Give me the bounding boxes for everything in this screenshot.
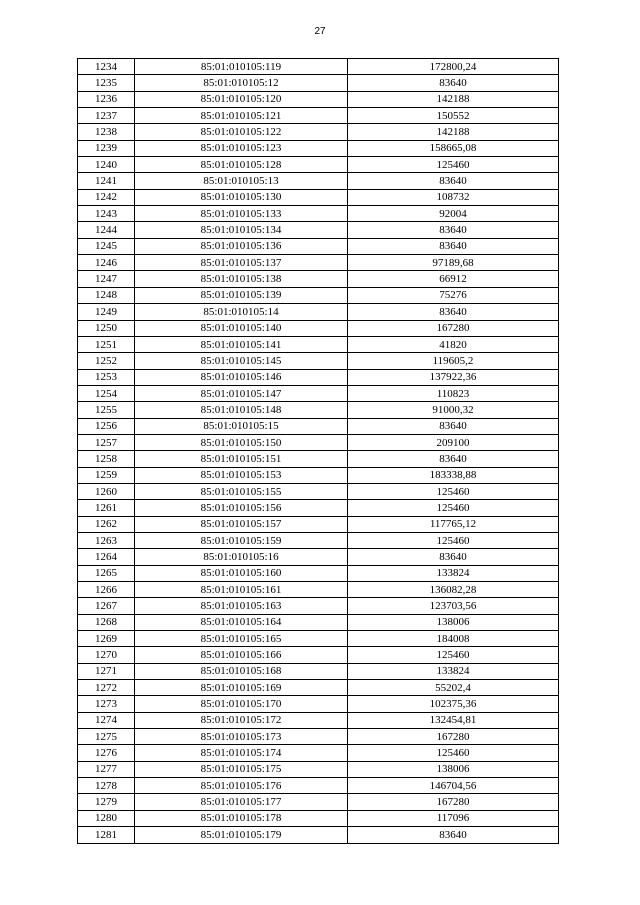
- value-cell: 209100: [348, 434, 559, 450]
- row-number-cell: 1253: [78, 369, 135, 385]
- table-row: [78, 320, 559, 336]
- row-number-cell: 1243: [78, 206, 135, 222]
- value-cell: 102375,36: [348, 696, 559, 712]
- cadastral-number-cell: 85:01:010105:155: [135, 483, 348, 499]
- value-cell: 133824: [348, 565, 559, 581]
- table-row: [78, 238, 559, 254]
- table-row: [78, 451, 559, 467]
- cadastral-number-cell: 85:01:010105:140: [135, 320, 348, 336]
- table-row: [78, 75, 559, 91]
- row-number-cell: 1261: [78, 500, 135, 516]
- cadastral-number-cell: 85:01:010105:161: [135, 582, 348, 598]
- value-cell: 83640: [348, 75, 559, 91]
- cadastral-number-cell: 85:01:010105:136: [135, 238, 348, 254]
- row-number-cell: 1266: [78, 582, 135, 598]
- row-number-cell: 1264: [78, 549, 135, 565]
- cadastral-number-cell: 85:01:010105:153: [135, 467, 348, 483]
- value-cell: 83640: [348, 222, 559, 238]
- row-number-cell: 1274: [78, 712, 135, 728]
- table-row: [78, 614, 559, 630]
- value-cell: 125460: [348, 647, 559, 663]
- cadastral-number-cell: 85:01:010105:176: [135, 778, 348, 794]
- value-cell: 133824: [348, 663, 559, 679]
- value-cell: 83640: [348, 304, 559, 320]
- table-row: [78, 712, 559, 728]
- row-number-cell: 1281: [78, 827, 135, 843]
- row-number-cell: 1263: [78, 532, 135, 548]
- table-row: [78, 467, 559, 483]
- cadastral-number-cell: 85:01:010105:13: [135, 173, 348, 189]
- cadastral-number-cell: 85:01:010105:164: [135, 614, 348, 630]
- row-number-cell: 1257: [78, 434, 135, 450]
- row-number-cell: 1248: [78, 287, 135, 303]
- value-cell: 97189,68: [348, 255, 559, 271]
- cadastral-number-cell: 85:01:010105:157: [135, 516, 348, 532]
- row-number-cell: 1259: [78, 467, 135, 483]
- table-row: [78, 598, 559, 614]
- value-cell: 138006: [348, 614, 559, 630]
- table-row: [78, 271, 559, 287]
- table-row: [78, 418, 559, 434]
- value-cell: 142188: [348, 124, 559, 140]
- value-cell: 172800,24: [348, 59, 559, 75]
- row-number-cell: 1250: [78, 320, 135, 336]
- value-cell: 137922,36: [348, 369, 559, 385]
- table-row: [78, 696, 559, 712]
- row-number-cell: 1270: [78, 647, 135, 663]
- row-number-cell: 1254: [78, 385, 135, 401]
- row-number-cell: 1237: [78, 108, 135, 124]
- value-cell: 41820: [348, 336, 559, 352]
- value-cell: 83640: [348, 549, 559, 565]
- table-row: [78, 500, 559, 516]
- row-number-cell: 1260: [78, 483, 135, 499]
- table-row: [78, 304, 559, 320]
- table-row: [78, 761, 559, 777]
- value-cell: 125460: [348, 745, 559, 761]
- table-row: [78, 59, 559, 75]
- cadastral-number-cell: 85:01:010105:128: [135, 157, 348, 173]
- row-number-cell: 1276: [78, 745, 135, 761]
- cadastral-number-cell: 85:01:010105:159: [135, 532, 348, 548]
- row-number-cell: 1267: [78, 598, 135, 614]
- row-number-cell: 1280: [78, 810, 135, 826]
- table-row: [78, 565, 559, 581]
- table-row: [78, 729, 559, 745]
- row-number-cell: 1245: [78, 238, 135, 254]
- row-number-cell: 1236: [78, 91, 135, 107]
- table-row: [78, 353, 559, 369]
- cadastral-number-cell: 85:01:010105:14: [135, 304, 348, 320]
- row-number-cell: 1279: [78, 794, 135, 810]
- value-cell: 110823: [348, 385, 559, 401]
- row-number-cell: 1271: [78, 663, 135, 679]
- row-number-cell: 1249: [78, 304, 135, 320]
- cadastral-number-cell: 85:01:010105:123: [135, 140, 348, 156]
- table-row: [78, 680, 559, 696]
- value-cell: 167280: [348, 320, 559, 336]
- table-row: [78, 385, 559, 401]
- cadastral-number-cell: 85:01:010105:178: [135, 810, 348, 826]
- cadastral-number-cell: 85:01:010105:166: [135, 647, 348, 663]
- table-row: [78, 827, 559, 843]
- cadastral-number-cell: 85:01:010105:173: [135, 729, 348, 745]
- cadastral-number-cell: 85:01:010105:141: [135, 336, 348, 352]
- table-row: [78, 532, 559, 548]
- row-number-cell: 1241: [78, 173, 135, 189]
- cadastral-number-cell: 85:01:010105:121: [135, 108, 348, 124]
- cadastral-number-cell: 85:01:010105:150: [135, 434, 348, 450]
- table-row: [78, 287, 559, 303]
- table-row: [78, 483, 559, 499]
- value-cell: 125460: [348, 532, 559, 548]
- value-cell: 167280: [348, 794, 559, 810]
- cadastral-number-cell: 85:01:010105:177: [135, 794, 348, 810]
- cadastral-number-cell: 85:01:010105:172: [135, 712, 348, 728]
- table-row: [78, 369, 559, 385]
- cadastral-number-cell: 85:01:010105:12: [135, 75, 348, 91]
- cadastral-number-cell: 85:01:010105:130: [135, 189, 348, 205]
- table-row: [78, 206, 559, 222]
- cadastral-number-cell: 85:01:010105:139: [135, 287, 348, 303]
- row-number-cell: 1238: [78, 124, 135, 140]
- table-row: [78, 157, 559, 173]
- cadastral-number-cell: 85:01:010105:165: [135, 631, 348, 647]
- table-row: [78, 124, 559, 140]
- cadastral-number-cell: 85:01:010105:16: [135, 549, 348, 565]
- row-number-cell: 1234: [78, 59, 135, 75]
- row-number-cell: 1247: [78, 271, 135, 287]
- row-number-cell: 1235: [78, 75, 135, 91]
- row-number-cell: 1278: [78, 778, 135, 794]
- value-cell: 117096: [348, 810, 559, 826]
- table-row: [78, 91, 559, 107]
- table-row: [78, 402, 559, 418]
- cadastral-number-cell: 85:01:010105:146: [135, 369, 348, 385]
- value-cell: 83640: [348, 238, 559, 254]
- row-number-cell: 1256: [78, 418, 135, 434]
- row-number-cell: 1242: [78, 189, 135, 205]
- cadastral-number-cell: 85:01:010105:174: [135, 745, 348, 761]
- value-cell: 142188: [348, 91, 559, 107]
- value-cell: 83640: [348, 173, 559, 189]
- value-cell: 83640: [348, 827, 559, 843]
- value-cell: 167280: [348, 729, 559, 745]
- table-body: [78, 59, 559, 844]
- value-cell: 125460: [348, 500, 559, 516]
- value-cell: 138006: [348, 761, 559, 777]
- table-row: [78, 582, 559, 598]
- table-row: [78, 434, 559, 450]
- row-number-cell: 1277: [78, 761, 135, 777]
- value-cell: 55202,4: [348, 680, 559, 696]
- value-cell: 184008: [348, 631, 559, 647]
- value-cell: 136082,28: [348, 582, 559, 598]
- row-number-cell: 1268: [78, 614, 135, 630]
- table-row: [78, 140, 559, 156]
- table-row: [78, 189, 559, 205]
- table-row: [78, 778, 559, 794]
- row-number-cell: 1252: [78, 353, 135, 369]
- cadastral-number-cell: 85:01:010105:119: [135, 59, 348, 75]
- table-row: [78, 108, 559, 124]
- cadastral-number-cell: 85:01:010105:151: [135, 451, 348, 467]
- cadastral-number-cell: 85:01:010105:169: [135, 680, 348, 696]
- table-row: [78, 745, 559, 761]
- table-row: [78, 549, 559, 565]
- value-cell: 119605,2: [348, 353, 559, 369]
- value-cell: 92004: [348, 206, 559, 222]
- row-number-cell: 1269: [78, 631, 135, 647]
- cadastral-number-cell: 85:01:010105:133: [135, 206, 348, 222]
- table-row: [78, 516, 559, 532]
- row-number-cell: 1244: [78, 222, 135, 238]
- table-row: [78, 647, 559, 663]
- data-table: [77, 58, 559, 844]
- cadastral-number-cell: 85:01:010105:163: [135, 598, 348, 614]
- row-number-cell: 1265: [78, 565, 135, 581]
- cadastral-number-cell: 85:01:010105:15: [135, 418, 348, 434]
- table-row: [78, 222, 559, 238]
- cadastral-number-cell: 85:01:010105:156: [135, 500, 348, 516]
- value-cell: 91000,32: [348, 402, 559, 418]
- row-number-cell: 1251: [78, 336, 135, 352]
- table-row: [78, 255, 559, 271]
- table-row: [78, 810, 559, 826]
- value-cell: 83640: [348, 418, 559, 434]
- cadastral-number-cell: 85:01:010105:145: [135, 353, 348, 369]
- value-cell: 158665,08: [348, 140, 559, 156]
- cadastral-number-cell: 85:01:010105:170: [135, 696, 348, 712]
- value-cell: 66912: [348, 271, 559, 287]
- cadastral-number-cell: 85:01:010105:168: [135, 663, 348, 679]
- row-number-cell: 1246: [78, 255, 135, 271]
- cadastral-number-cell: 85:01:010105:148: [135, 402, 348, 418]
- row-number-cell: 1272: [78, 680, 135, 696]
- value-cell: 132454,81: [348, 712, 559, 728]
- cadastral-number-cell: 85:01:010105:160: [135, 565, 348, 581]
- value-cell: 150552: [348, 108, 559, 124]
- value-cell: 125460: [348, 157, 559, 173]
- value-cell: 117765,12: [348, 516, 559, 532]
- cadastral-number-cell: 85:01:010105:179: [135, 827, 348, 843]
- table-row: [78, 794, 559, 810]
- cadastral-number-cell: 85:01:010105:122: [135, 124, 348, 140]
- value-cell: 123703,56: [348, 598, 559, 614]
- table-row: [78, 173, 559, 189]
- cadastral-number-cell: 85:01:010105:138: [135, 271, 348, 287]
- row-number-cell: 1262: [78, 516, 135, 532]
- value-cell: 83640: [348, 451, 559, 467]
- table-row: [78, 336, 559, 352]
- value-cell: 183338,88: [348, 467, 559, 483]
- page-number: 27: [314, 26, 326, 37]
- row-number-cell: 1273: [78, 696, 135, 712]
- row-number-cell: 1239: [78, 140, 135, 156]
- cadastral-number-cell: 85:01:010105:175: [135, 761, 348, 777]
- value-cell: 108732: [348, 189, 559, 205]
- value-cell: 146704,56: [348, 778, 559, 794]
- cadastral-number-cell: 85:01:010105:137: [135, 255, 348, 271]
- row-number-cell: 1275: [78, 729, 135, 745]
- cadastral-number-cell: 85:01:010105:120: [135, 91, 348, 107]
- table-row: [78, 663, 559, 679]
- cadastral-number-cell: 85:01:010105:134: [135, 222, 348, 238]
- value-cell: 125460: [348, 483, 559, 499]
- row-number-cell: 1255: [78, 402, 135, 418]
- row-number-cell: 1258: [78, 451, 135, 467]
- value-cell: 75276: [348, 287, 559, 303]
- row-number-cell: 1240: [78, 157, 135, 173]
- table-row: [78, 631, 559, 647]
- cadastral-number-cell: 85:01:010105:147: [135, 385, 348, 401]
